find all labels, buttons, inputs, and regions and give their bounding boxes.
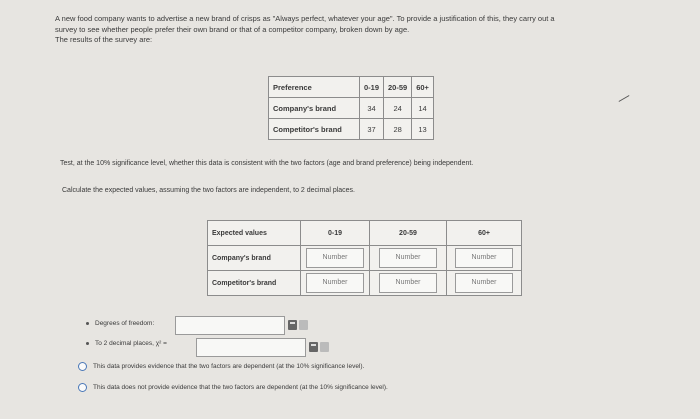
survey-row-competitor [269, 119, 434, 140]
radio-button[interactable] [78, 383, 87, 392]
question-intro [55, 14, 655, 46]
pen-mark [619, 95, 630, 102]
survey-header-0-19: 0-19 [360, 77, 384, 98]
expected-input-company-20-59[interactable]: Number [379, 248, 437, 268]
chi-line [86, 340, 167, 347]
expected-row-label: Company's brand [208, 246, 301, 271]
option-not-dependent[interactable] [78, 383, 388, 392]
survey-header-60plus: 60+ [412, 77, 434, 98]
expected-header-label: Expected values [208, 221, 301, 246]
survey-header-preference: Preference [269, 77, 360, 98]
survey-row-label: Competitor's brand [269, 119, 360, 140]
expected-input-competitor-20-59[interactable]: Number [379, 273, 437, 293]
bullet-dot [86, 322, 89, 325]
option-label: This data provides evidence that the two factors are dependent (at the 10% significance level). [93, 363, 365, 371]
input-tools-icon[interactable] [309, 342, 331, 353]
survey-cell: 28 [384, 119, 412, 140]
expected-row-competitor [208, 271, 522, 296]
intro-line-1: A new food company wants to advertise a new brand of crisps as "Always perfect, whatever your age". To provide a justification of this, they carry out a [55, 14, 555, 23]
chi-squared-input[interactable] [196, 338, 306, 357]
option-dependent[interactable] [78, 362, 364, 371]
survey-cell: 14 [412, 98, 434, 119]
survey-header-row [269, 77, 434, 98]
survey-cell: 37 [360, 119, 384, 140]
survey-row-label: Company's brand [269, 98, 360, 119]
survey-table [268, 76, 434, 140]
intro-line-3: The results of the survey are: [55, 35, 153, 44]
expected-values-table [207, 220, 522, 296]
survey-cell: 34 [360, 98, 384, 119]
expected-header-20-59: 20-59 [370, 221, 447, 246]
test-instruction: Test, at the 10% significance level, whether this data is consistent with the two factors (age and brand preference) being independent. [60, 160, 474, 167]
degrees-label: Degrees of freedom: [95, 320, 155, 327]
survey-cell: 13 [412, 119, 434, 140]
expected-input-company-60plus[interactable]: Number [455, 248, 513, 268]
bullet-dot [86, 342, 89, 345]
expected-row-label: Competitor's brand [208, 271, 301, 296]
degrees-line [86, 320, 154, 327]
calc-instruction: Calculate the expected values, assuming the two factors are independent, to 2 decimal places. [62, 187, 356, 194]
expected-header-0-19: 0-19 [301, 221, 370, 246]
expected-input-company-0-19[interactable]: Number [306, 248, 364, 268]
input-tools-icon[interactable] [288, 320, 310, 331]
expected-row-company [208, 246, 522, 271]
survey-header-20-59: 20-59 [384, 77, 412, 98]
option-label: This data does not provide evidence that the two factors are dependent (at the 10% significance level). [93, 384, 388, 392]
survey-row-company [269, 98, 434, 119]
expected-header-row [208, 221, 522, 246]
degrees-of-freedom-input[interactable] [175, 316, 285, 335]
chi-label: To 2 decimal places, χ² = [95, 340, 167, 347]
intro-line-2: survey to see whether people prefer their own brand or that of a competitor company, broken down by age. [55, 24, 410, 34]
survey-cell: 24 [384, 98, 412, 119]
radio-button[interactable] [78, 362, 87, 371]
expected-input-competitor-60plus[interactable]: Number [455, 273, 513, 293]
expected-input-competitor-0-19[interactable]: Number [306, 273, 364, 293]
expected-header-60plus: 60+ [447, 221, 522, 246]
